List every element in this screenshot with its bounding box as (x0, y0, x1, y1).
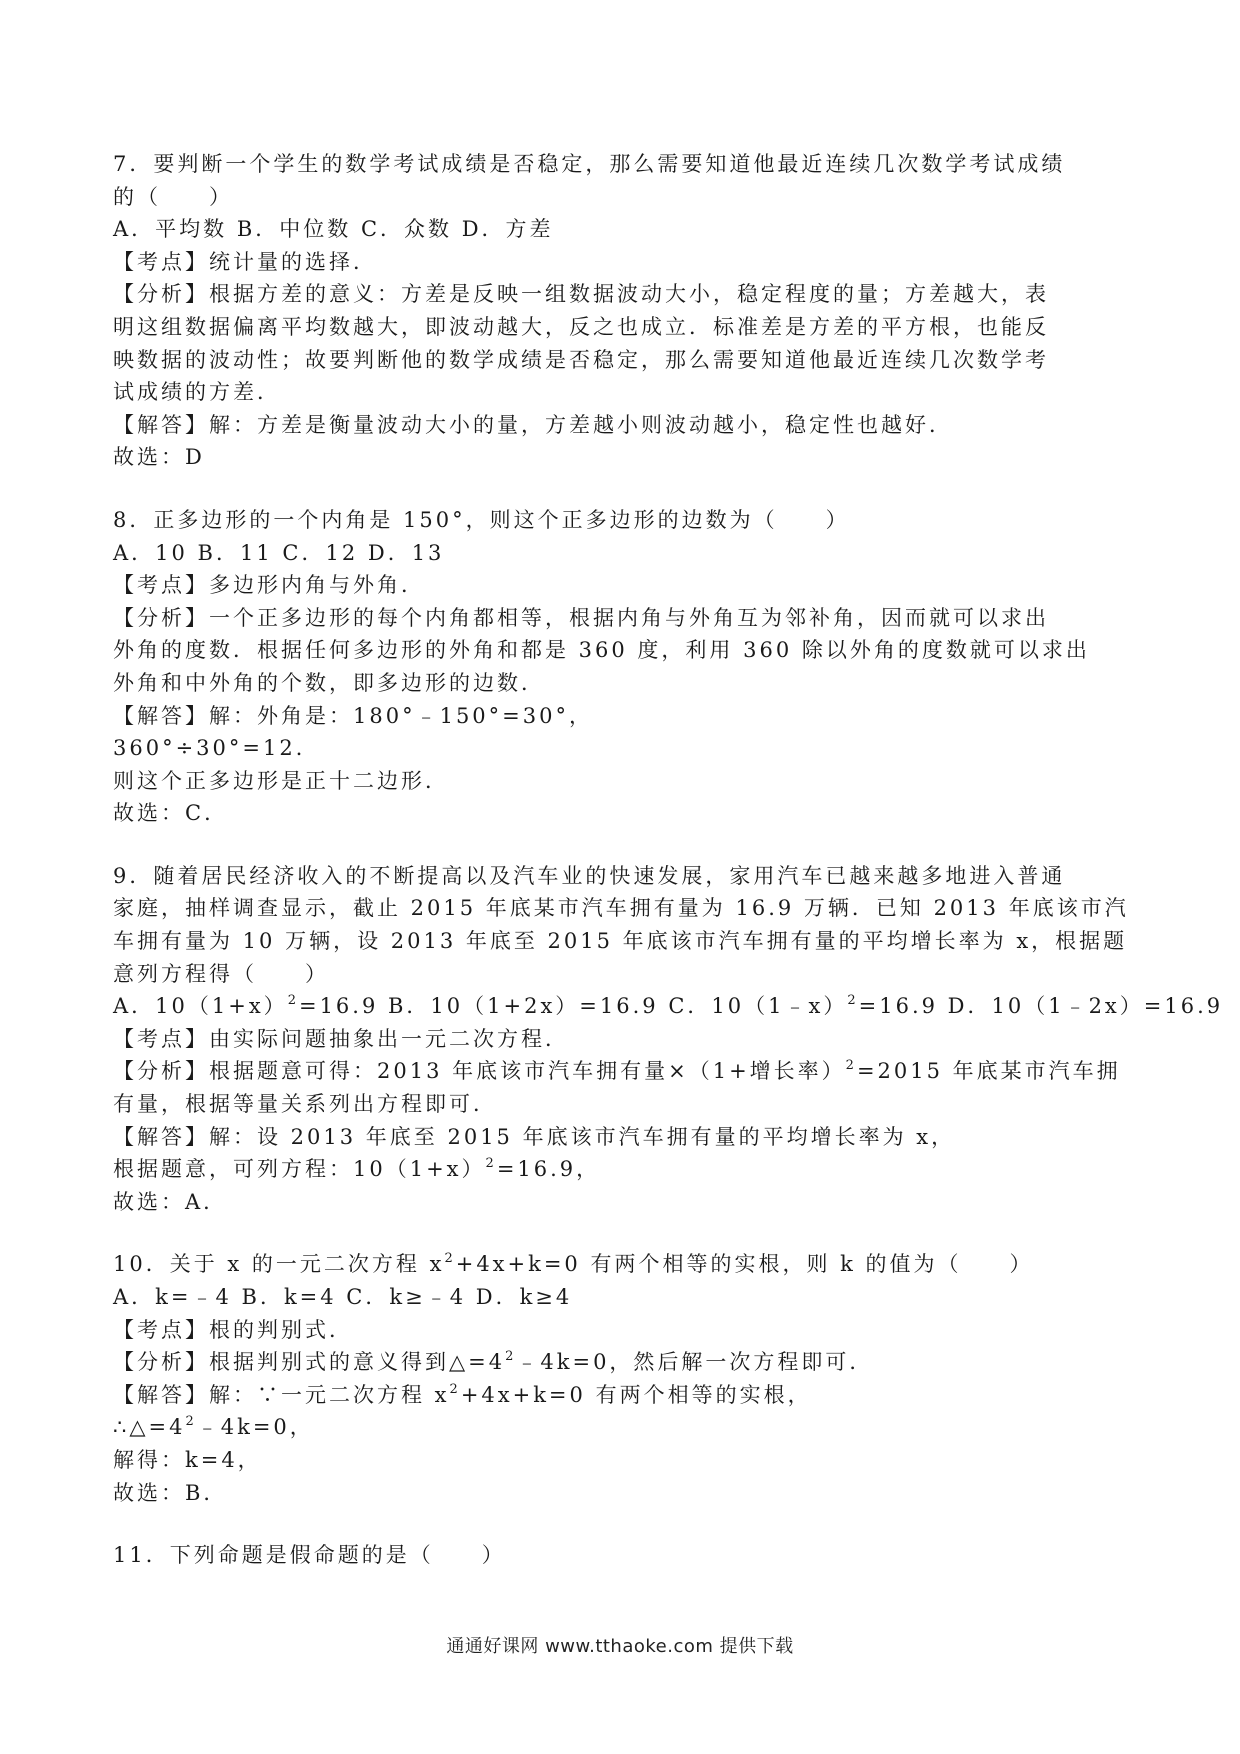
section-label: 【解答】 (113, 1124, 209, 1149)
superscript: 2 (449, 1381, 461, 1397)
text-line (113, 700, 1131, 733)
text-line (113, 765, 1131, 798)
text-segment: A．10（1+x） (113, 994, 288, 1019)
text-segment: +4x+k=0 有两个相等的实根，则 k 的值为（ ） (455, 1252, 1034, 1277)
text-segment: =16.9 B．10（1+2x）=16.9 C．10（1﹣x） (298, 994, 848, 1019)
spacer (113, 1218, 1131, 1248)
section-label: 【解答】 (113, 1382, 209, 1407)
superscript: 2 (505, 1349, 517, 1365)
superscript: 2 (185, 1414, 197, 1430)
section-label: 【解答】 (113, 703, 209, 728)
text-segment: 故选：B． (113, 1480, 228, 1505)
text-segment: ∴△=4 (113, 1415, 186, 1440)
text-segment: 明这组数据偏离平均数越大，即波动越大，反之也成立．标准差是方差的平方根，也能反 (113, 314, 1049, 339)
page-footer: 通通好课网 www.tthaoke.com 提供下载 (446, 1636, 794, 1657)
text-line (113, 1088, 1131, 1121)
section-label: 【分析】 (113, 1059, 209, 1084)
text-line (113, 1153, 1131, 1186)
section-label: 【考点】 (113, 573, 209, 598)
text-segment: 根据方差的意义：方差是反映一组数据波动大小，稳定程度的量；方差越大，表 (209, 282, 1049, 307)
question-q7 (113, 148, 1131, 474)
text-segment: 360°÷30°=12． (113, 736, 320, 761)
superscript: 2 (287, 993, 299, 1009)
text-line (113, 441, 1131, 474)
text-segment: 根据题意，可列方程：10（1+x） (113, 1157, 486, 1182)
section-label: 【分析】 (113, 605, 209, 630)
text-segment: =16.9 D．10（1﹣2x）=16.9 (858, 994, 1224, 1019)
text-segment: 统计量的选择． (209, 249, 377, 274)
text-line (113, 1023, 1131, 1056)
text-line (113, 732, 1131, 765)
section-label: 【分析】 (113, 1350, 209, 1375)
text-line (113, 504, 1131, 537)
text-line (113, 246, 1131, 279)
text-segment: 解：外角是：180°﹣150°=30°， (209, 703, 593, 728)
text-line (113, 925, 1131, 958)
question-q9 (113, 860, 1224, 1219)
text-line (113, 1186, 1131, 1219)
text-line (113, 667, 1131, 700)
text-line (113, 860, 1131, 893)
question-q8 (113, 504, 1131, 830)
text-segment: +4x+k=0 有两个相等的实根， (460, 1382, 812, 1407)
text-segment: 根据判别式的意义得到△=4 (209, 1350, 506, 1375)
text-line (113, 1314, 1131, 1347)
text-line (113, 409, 1131, 442)
text-segment: 一个正多边形的每个内角都相等，根据内角与外角互为邻补角，因而就可以求出 (209, 605, 1049, 630)
text-line (113, 1379, 1131, 1412)
text-segment: 根的判别式． (209, 1317, 353, 1342)
text-segment: 根据题意可得：2013 年底该市汽车拥有量×（1+增长率） (209, 1059, 846, 1084)
spacer (113, 474, 1131, 504)
text-segment: 11．下列命题是假命题的是（ ） (113, 1543, 506, 1568)
section-label: 【解答】 (113, 412, 209, 437)
text-segment: 家庭，抽样调查显示，截止 2015 年底某市汽车拥有量为 16.9 万辆．已知 2013 年底该市汽 (113, 896, 1129, 921)
text-segment: 则这个正多边形是正十二边形． (113, 768, 449, 793)
text-segment: 7．要判断一个学生的数学考试成绩是否稳定，那么需要知道他最近连续几次数学考试成绩 (113, 152, 1066, 176)
text-line (113, 148, 1131, 181)
text-line (113, 537, 1131, 570)
question-q11 (113, 1539, 1131, 1572)
superscript: 2 (485, 1156, 497, 1172)
text-segment: 映数据的波动性；故要判断他的数学成绩是否稳定，那么需要知道他最近连续几次数学考 (113, 347, 1049, 372)
text-segment: 故选：A． (113, 1189, 228, 1214)
text-line (113, 1346, 1131, 1379)
text-line (113, 1444, 1131, 1477)
text-line (113, 602, 1131, 635)
superscript: 2 (845, 1058, 857, 1074)
text-segment: =2015 年底某市汽车拥 (856, 1059, 1121, 1084)
text-segment: 车拥有量为 10 万辆，设 2013 年底至 2015 年底该市汽车拥有量的平均增长率为 x，根据题 (113, 929, 1128, 954)
text-line (113, 344, 1131, 377)
text-segment: 故选：D (113, 445, 205, 470)
text-line (113, 569, 1131, 602)
text-segment: A．k=﹣4 B．k=4 C．k≥﹣4 D．k≥4 (113, 1285, 573, 1309)
section-label: 【分析】 (113, 282, 209, 307)
text-segment: 试成绩的方差． (113, 380, 281, 405)
section-label: 【考点】 (113, 1317, 209, 1342)
text-segment: 解：方差是衡量波动大小的量，方差越小则波动越小，稳定性也越好． (209, 412, 953, 437)
text-segment: 外角和中外角的个数，即多边形的边数． (113, 670, 545, 695)
text-segment: 9．随着居民经济收入的不断提高以及汽车业的快速发展，家用汽车已越来越多地进入普通 (113, 863, 1066, 888)
text-line (113, 1411, 1131, 1444)
text-line (113, 181, 1131, 214)
text-line (113, 958, 1131, 991)
text-line (113, 1477, 1131, 1510)
text-segment: 故选：C． (113, 801, 229, 826)
text-line (113, 213, 1131, 246)
document-body (113, 148, 1224, 1572)
superscript: 2 (444, 1251, 456, 1267)
text-segment: 意列方程得（ ） (113, 961, 329, 986)
section-label: 【考点】 (113, 1026, 209, 1051)
text-line (113, 797, 1131, 830)
spacer (113, 1509, 1131, 1539)
text-segment: 多边形内角与外角． (209, 573, 425, 598)
text-line (113, 1539, 1131, 1572)
text-line (113, 892, 1131, 925)
text-segment: 10．关于 x 的一元二次方程 x (113, 1252, 445, 1277)
text-segment: A．10 B．11 C．12 D．13 (113, 540, 445, 565)
text-line (113, 1055, 1131, 1088)
text-line (113, 278, 1131, 311)
text-line (113, 990, 1224, 1023)
text-line (113, 376, 1131, 409)
text-segment: ﹣4k=0，然后解一次方程即可． (516, 1350, 874, 1375)
text-line (113, 634, 1131, 667)
text-line (113, 1121, 1131, 1154)
spacer (113, 830, 1131, 860)
text-segment: 解：设 2013 年底至 2015 年底该市汽车拥有量的平均增长率为 x， (209, 1124, 956, 1149)
section-label: 【考点】 (113, 249, 209, 274)
question-q10 (113, 1248, 1131, 1509)
text-segment: ﹣4k=0， (196, 1415, 314, 1440)
text-segment: 8．正多边形的一个内角是 150°，则这个正多边形的边数为（ ） (113, 507, 850, 532)
text-segment: 有量，根据等量关系列出方程即可． (113, 1092, 497, 1117)
superscript: 2 (847, 993, 859, 1009)
text-line (113, 1248, 1131, 1281)
text-segment: =16.9， (496, 1157, 601, 1182)
text-segment: 的（ ） (113, 184, 233, 209)
text-segment: A．平均数 B．中位数 C．众数 D．方差 (113, 217, 554, 242)
text-line (113, 1281, 1131, 1314)
text-segment: 解得：k=4， (113, 1447, 262, 1472)
text-line (113, 311, 1131, 344)
text-segment: 解：∵一元二次方程 x (209, 1382, 450, 1407)
text-segment: 外角的度数．根据任何多边形的外角和都是 360 度，利用 360 除以外角的度数就可以求出 (113, 638, 1090, 663)
text-segment: 由实际问题抽象出一元二次方程． (209, 1026, 569, 1051)
